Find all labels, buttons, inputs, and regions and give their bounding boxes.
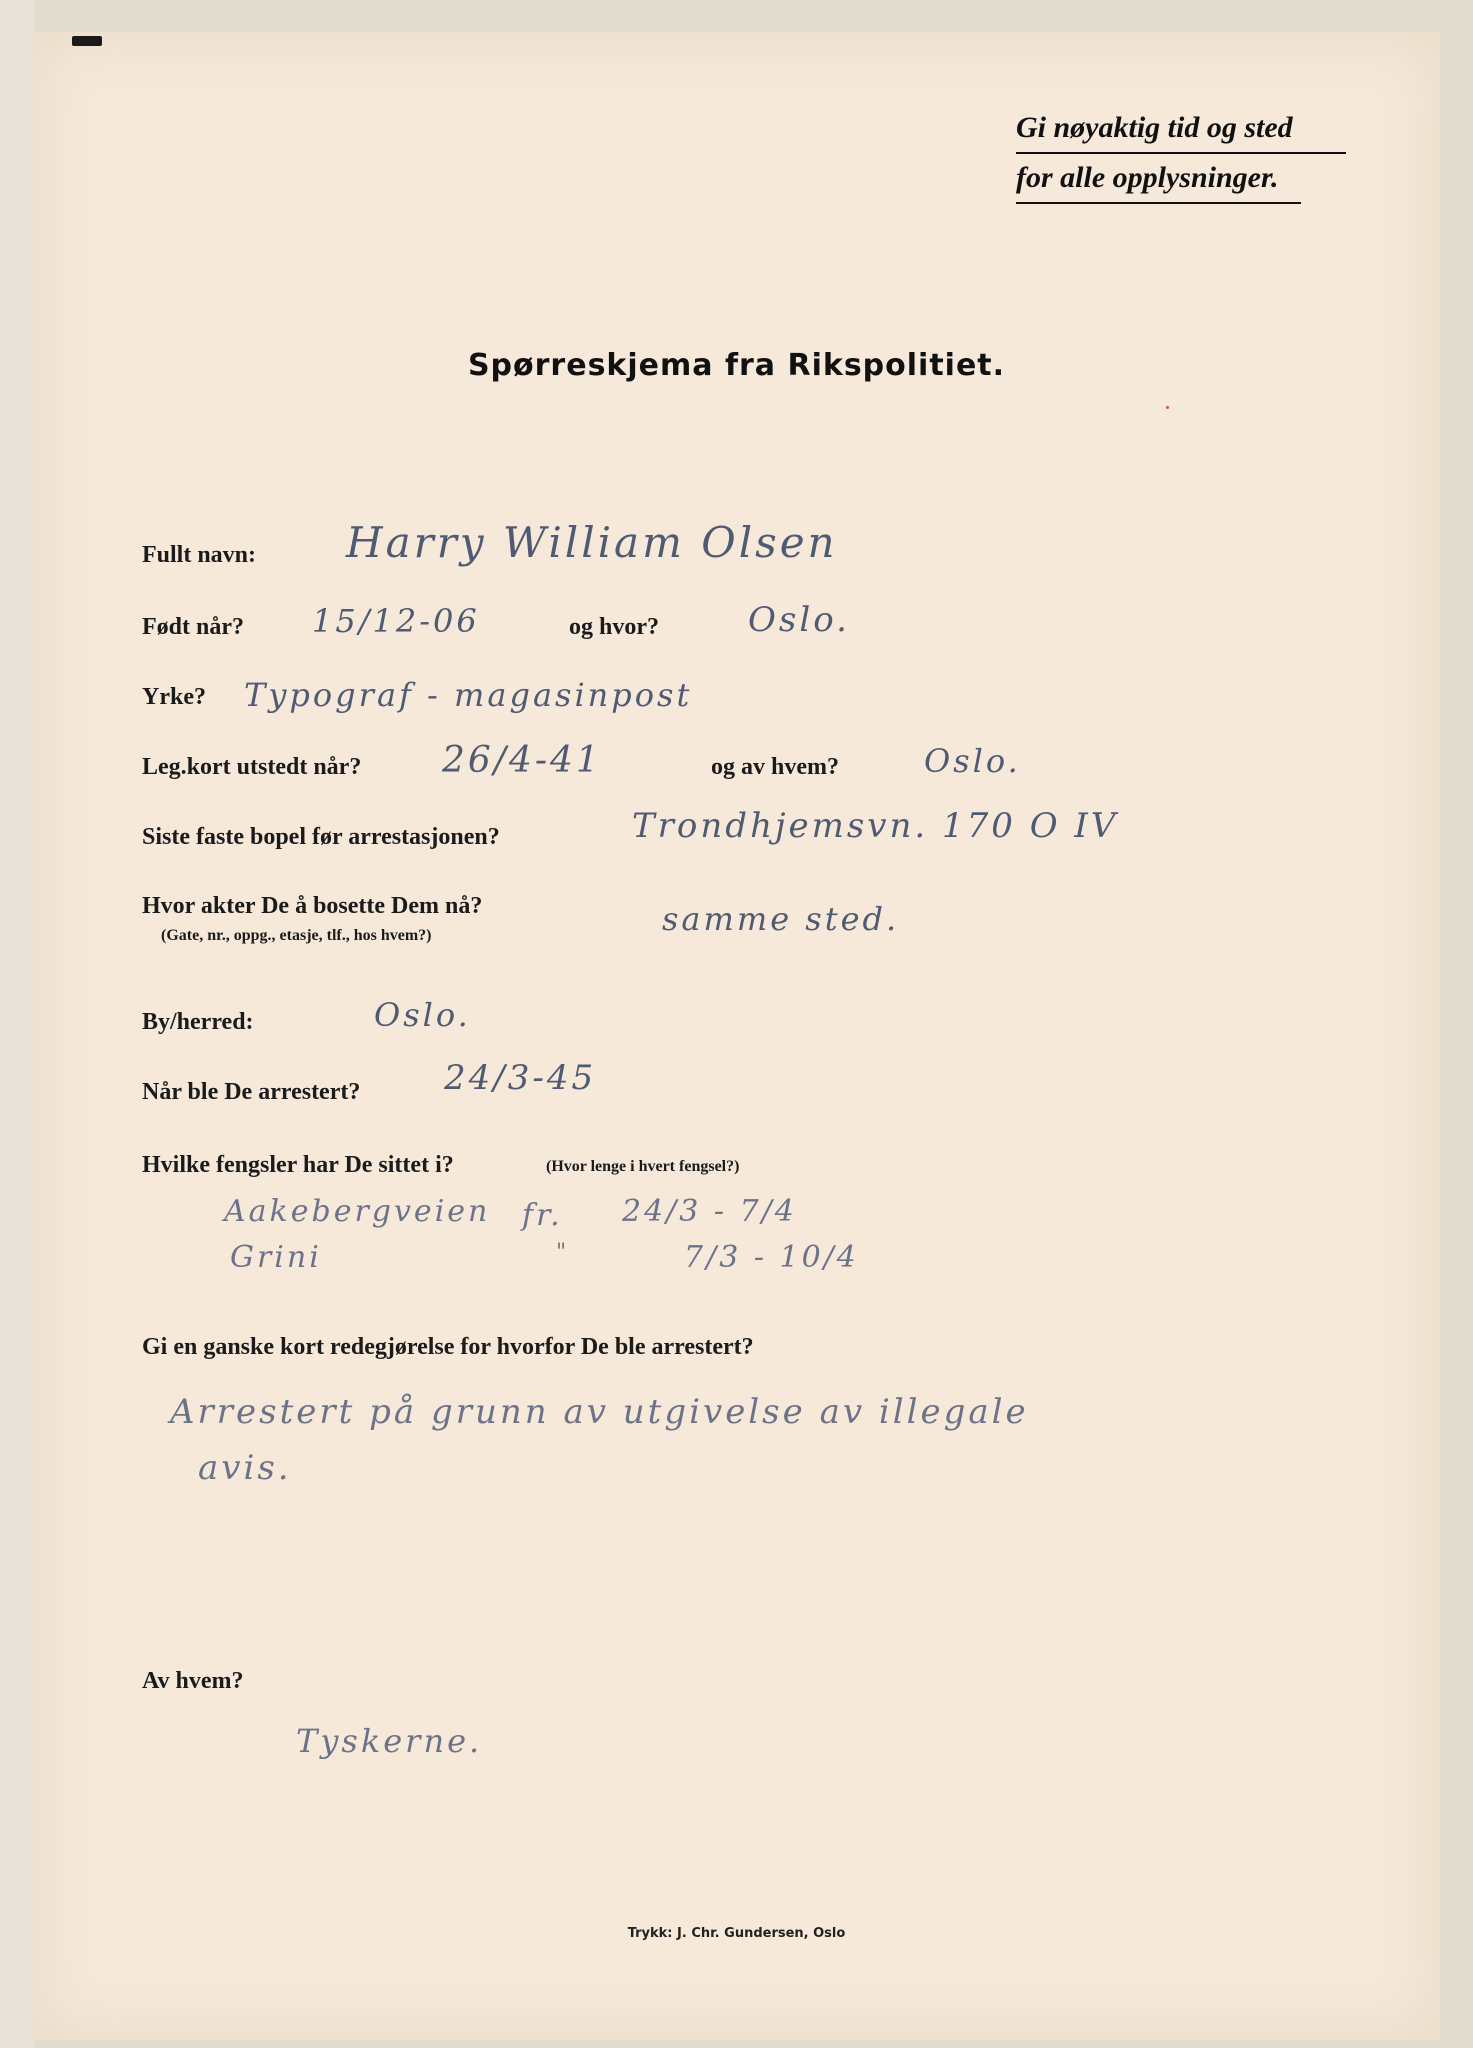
by-whom-label: Av hvem? [142, 1668, 244, 1694]
full-name-label: Fullt navn: [142, 542, 257, 568]
prison-place-1: Aakebergveien [224, 1194, 491, 1229]
form-title: Spørreskjema fra Rikspolitiet. [467, 348, 1006, 383]
scan-edge [0, 0, 34, 2048]
full-name-value: Harry William Olsen [346, 518, 838, 567]
settle-where-value: samme sted. [662, 900, 900, 938]
last-address-label: Siste faste bopel før arrestasjonen? [142, 824, 500, 850]
born-where-value: Oslo. [748, 600, 850, 640]
born-when-label: Født når? [142, 614, 244, 640]
form-sheet [34, 32, 1440, 2040]
corner-mark [72, 36, 102, 46]
occupation-label: Yrke? [142, 684, 206, 710]
prison-fra-2: " [556, 1240, 570, 1265]
municipality-label: By/herred: [142, 1009, 254, 1035]
id-card-when-value: 26/4-41 [442, 740, 602, 781]
prisons-sublabel: (Hvor lenge i hvert fengsel?) [546, 1158, 740, 1175]
reason-line-1: Arrestert på grunn av utgivelse av illegale [170, 1392, 1029, 1432]
prisons-label: Hvilke fengsler har De sittet i? [142, 1152, 454, 1178]
arrested-when-value: 24/3-45 [444, 1058, 597, 1098]
instruction-notice [1016, 104, 1346, 204]
arrested-when-label: Når ble De arrestert? [142, 1079, 361, 1105]
reason-line-2: avis. [198, 1448, 292, 1488]
settle-where-sublabel: (Gate, nr., oppg., etasje, tlf., hos hvem?) [161, 927, 432, 944]
prison-fra-1: fr. [522, 1198, 563, 1233]
municipality-value: Oslo. [374, 996, 471, 1034]
born-where-label: og hvor? [569, 614, 659, 640]
prison-dates-2: 7/3 - 10/4 [684, 1240, 859, 1275]
prison-dates-1: 24/3 - 7/4 [622, 1194, 797, 1229]
ink-spot [1166, 406, 1169, 409]
id-card-by-label: og av hvem? [711, 754, 839, 780]
born-when-value: 15/12-06 [312, 602, 480, 640]
by-whom-value: Tyskerne. [296, 1722, 483, 1760]
occupation-value: Typograf - magasinpost [244, 676, 693, 714]
notice-line-1: Gi nøyaktig tid og sted [1016, 104, 1346, 154]
printer-imprint: Trykk: J. Chr. Gundersen, Oslo [627, 1926, 846, 1941]
reason-label: Gi en ganske kort redegjørelse for hvorfor De ble arrestert? [142, 1334, 754, 1360]
id-card-by-value: Oslo. [924, 742, 1021, 780]
last-address-value: Trondhjemsvn. 170 O IV [632, 806, 1119, 846]
settle-where-label: Hvor akter De å bosette Dem nå? [142, 893, 483, 919]
prison-place-2: Grini [230, 1240, 322, 1275]
id-card-when-label: Leg.kort utstedt når? [142, 754, 362, 780]
notice-line-2: for alle opplysninger. [1016, 154, 1301, 204]
